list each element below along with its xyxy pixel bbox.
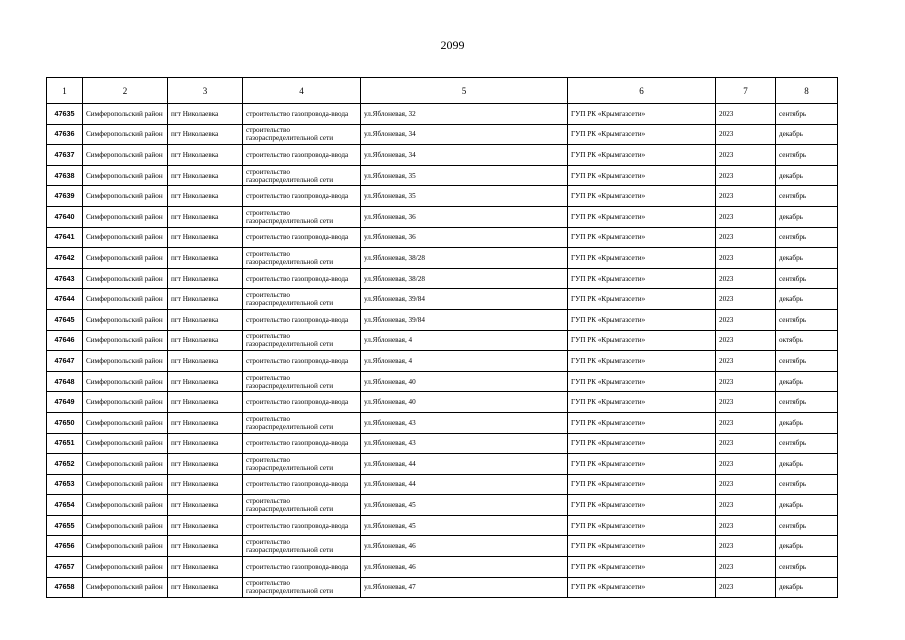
settlement-cell: пгт Николаевка	[168, 145, 243, 166]
table-row	[47, 186, 838, 207]
organization-cell: ГУП РК «Крымгазсети»	[568, 289, 716, 310]
organization-cell: ГУП РК «Крымгазсети»	[568, 515, 716, 536]
organization-cell: ГУП РК «Крымгазсети»	[568, 124, 716, 145]
settlement-cell: пгт Николаевка	[168, 124, 243, 145]
month-cell: сентябрь	[776, 145, 838, 166]
district-cell: Симферопольский район	[83, 186, 168, 207]
district-cell: Симферопольский район	[83, 206, 168, 227]
settlement-cell: пгт Николаевка	[168, 330, 243, 351]
row-number-cell: 47638	[47, 165, 83, 186]
settlement-cell: пгт Николаевка	[168, 557, 243, 578]
organization-cell: ГУП РК «Крымгазсети»	[568, 412, 716, 433]
year-cell: 2023	[716, 104, 776, 125]
column-header: 8	[776, 78, 838, 104]
row-number-cell: 47654	[47, 495, 83, 516]
address-cell: ул.Яблоневая, 43	[361, 412, 568, 433]
year-cell: 2023	[716, 412, 776, 433]
settlement-cell: пгт Николаевка	[168, 577, 243, 598]
work-type-cell: строительство газораспределительной сети	[243, 536, 361, 557]
table-row	[47, 474, 838, 495]
work-type-cell: строительство газораспределительной сети	[243, 248, 361, 269]
address-cell: ул.Яблоневая, 36	[361, 227, 568, 248]
address-cell: ул.Яблоневая, 45	[361, 515, 568, 536]
work-type-cell: строительство газопровода-ввода	[243, 227, 361, 248]
row-number-cell: 47650	[47, 412, 83, 433]
month-cell: сентябрь	[776, 392, 838, 413]
row-number-cell: 47636	[47, 124, 83, 145]
district-cell: Симферопольский район	[83, 309, 168, 330]
year-cell: 2023	[716, 186, 776, 207]
organization-cell: ГУП РК «Крымгазсети»	[568, 309, 716, 330]
row-number-cell: 47642	[47, 248, 83, 269]
table-row	[47, 268, 838, 289]
year-cell: 2023	[716, 145, 776, 166]
settlement-cell: пгт Николаевка	[168, 104, 243, 125]
district-cell: Симферопольский район	[83, 454, 168, 475]
address-cell: ул.Яблоневая, 34	[361, 145, 568, 166]
row-number-cell: 47637	[47, 145, 83, 166]
year-cell: 2023	[716, 289, 776, 310]
address-cell: ул.Яблоневая, 43	[361, 433, 568, 454]
registry-table	[46, 77, 838, 598]
row-number-cell: 47648	[47, 371, 83, 392]
organization-cell: ГУП РК «Крымгазсети»	[568, 165, 716, 186]
organization-cell: ГУП РК «Крымгазсети»	[568, 495, 716, 516]
address-cell: ул.Яблоневая, 35	[361, 165, 568, 186]
organization-cell: ГУП РК «Крымгазсети»	[568, 557, 716, 578]
month-cell: декабрь	[776, 165, 838, 186]
district-cell: Симферопольский район	[83, 371, 168, 392]
table-row	[47, 433, 838, 454]
address-cell: ул.Яблоневая, 44	[361, 474, 568, 495]
work-type-cell: строительство газопровода-ввода	[243, 433, 361, 454]
table-row	[47, 495, 838, 516]
row-number-cell: 47653	[47, 474, 83, 495]
work-type-cell: строительство газораспределительной сети	[243, 206, 361, 227]
year-cell: 2023	[716, 165, 776, 186]
address-cell: ул.Яблоневая, 40	[361, 392, 568, 413]
work-type-cell: строительство газораспределительной сети	[243, 124, 361, 145]
table-row	[47, 577, 838, 598]
year-cell: 2023	[716, 577, 776, 598]
row-number-cell: 47635	[47, 104, 83, 125]
table-row	[47, 392, 838, 413]
address-cell: ул.Яблоневая, 47	[361, 577, 568, 598]
organization-cell: ГУП РК «Крымгазсети»	[568, 186, 716, 207]
column-header: 7	[716, 78, 776, 104]
address-cell: ул.Яблоневая, 45	[361, 495, 568, 516]
month-cell: декабрь	[776, 289, 838, 310]
row-number-cell: 47647	[47, 351, 83, 372]
month-cell: сентябрь	[776, 351, 838, 372]
address-cell: ул.Яблоневая, 39/84	[361, 309, 568, 330]
year-cell: 2023	[716, 268, 776, 289]
address-cell: ул.Яблоневая, 38/28	[361, 268, 568, 289]
table-row	[47, 536, 838, 557]
row-number-cell: 47644	[47, 289, 83, 310]
table-row	[47, 412, 838, 433]
year-cell: 2023	[716, 454, 776, 475]
organization-cell: ГУП РК «Крымгазсети»	[568, 433, 716, 454]
district-cell: Симферопольский район	[83, 248, 168, 269]
month-cell: сентябрь	[776, 433, 838, 454]
settlement-cell: пгт Николаевка	[168, 165, 243, 186]
month-cell: декабрь	[776, 412, 838, 433]
organization-cell: ГУП РК «Крымгазсети»	[568, 392, 716, 413]
district-cell: Симферопольский район	[83, 104, 168, 125]
year-cell: 2023	[716, 371, 776, 392]
work-type-cell: строительство газопровода-ввода	[243, 309, 361, 330]
year-cell: 2023	[716, 495, 776, 516]
work-type-cell: строительство газораспределительной сети	[243, 577, 361, 598]
district-cell: Симферопольский район	[83, 557, 168, 578]
table-row	[47, 330, 838, 351]
district-cell: Симферопольский район	[83, 536, 168, 557]
settlement-cell: пгт Николаевка	[168, 248, 243, 269]
address-cell: ул.Яблоневая, 44	[361, 454, 568, 475]
month-cell: декабрь	[776, 495, 838, 516]
district-cell: Симферопольский район	[83, 330, 168, 351]
work-type-cell: строительство газопровода-ввода	[243, 104, 361, 125]
organization-cell: ГУП РК «Крымгазсети»	[568, 371, 716, 392]
district-cell: Симферопольский район	[83, 351, 168, 372]
address-cell: ул.Яблоневая, 46	[361, 557, 568, 578]
year-cell: 2023	[716, 248, 776, 269]
column-header: 2	[83, 78, 168, 104]
settlement-cell: пгт Николаевка	[168, 289, 243, 310]
year-cell: 2023	[716, 351, 776, 372]
table-row	[47, 515, 838, 536]
work-type-cell: строительство газопровода-ввода	[243, 186, 361, 207]
settlement-cell: пгт Николаевка	[168, 371, 243, 392]
table-row	[47, 104, 838, 125]
work-type-cell: строительство газораспределительной сети	[243, 289, 361, 310]
work-type-cell: строительство газопровода-ввода	[243, 515, 361, 536]
table-row	[47, 124, 838, 145]
address-cell: ул.Яблоневая, 36	[361, 206, 568, 227]
table-row	[47, 371, 838, 392]
row-number-cell: 47649	[47, 392, 83, 413]
organization-cell: ГУП РК «Крымгазсети»	[568, 104, 716, 125]
table-row	[47, 206, 838, 227]
month-cell: октябрь	[776, 330, 838, 351]
month-cell: сентябрь	[776, 227, 838, 248]
settlement-cell: пгт Николаевка	[168, 536, 243, 557]
address-cell: ул.Яблоневая, 4	[361, 330, 568, 351]
row-number-cell: 47656	[47, 536, 83, 557]
month-cell: декабрь	[776, 248, 838, 269]
row-number-cell: 47639	[47, 186, 83, 207]
month-cell: декабрь	[776, 371, 838, 392]
column-header: 1	[47, 78, 83, 104]
table-row	[47, 289, 838, 310]
column-header: 3	[168, 78, 243, 104]
year-cell: 2023	[716, 536, 776, 557]
organization-cell: ГУП РК «Крымгазсети»	[568, 268, 716, 289]
district-cell: Симферопольский район	[83, 124, 168, 145]
work-type-cell: строительство газораспределительной сети	[243, 165, 361, 186]
table-header-row	[47, 78, 838, 104]
month-cell: сентябрь	[776, 309, 838, 330]
district-cell: Симферопольский район	[83, 289, 168, 310]
year-cell: 2023	[716, 557, 776, 578]
month-cell: сентябрь	[776, 557, 838, 578]
address-cell: ул.Яблоневая, 35	[361, 186, 568, 207]
page-number: 2099	[440, 38, 465, 52]
organization-cell: ГУП РК «Крымгазсети»	[568, 351, 716, 372]
column-header: 4	[243, 78, 361, 104]
row-number-cell: 47651	[47, 433, 83, 454]
month-cell: декабрь	[776, 536, 838, 557]
row-number-cell: 47646	[47, 330, 83, 351]
row-number-cell: 47657	[47, 557, 83, 578]
column-header: 5	[361, 78, 568, 104]
month-cell: декабрь	[776, 206, 838, 227]
row-number-cell: 47643	[47, 268, 83, 289]
year-cell: 2023	[716, 124, 776, 145]
work-type-cell: строительство газопровода-ввода	[243, 392, 361, 413]
settlement-cell: пгт Николаевка	[168, 433, 243, 454]
district-cell: Симферопольский район	[83, 474, 168, 495]
work-type-cell: строительство газораспределительной сети	[243, 371, 361, 392]
table-row	[47, 309, 838, 330]
column-header: 6	[568, 78, 716, 104]
district-cell: Симферопольский район	[83, 392, 168, 413]
month-cell: сентябрь	[776, 515, 838, 536]
month-cell: декабрь	[776, 124, 838, 145]
district-cell: Симферопольский район	[83, 577, 168, 598]
district-cell: Симферопольский район	[83, 145, 168, 166]
address-cell: ул.Яблоневая, 39/84	[361, 289, 568, 310]
settlement-cell: пгт Николаевка	[168, 515, 243, 536]
year-cell: 2023	[716, 392, 776, 413]
settlement-cell: пгт Николаевка	[168, 309, 243, 330]
district-cell: Симферопольский район	[83, 515, 168, 536]
table-row	[47, 145, 838, 166]
year-cell: 2023	[716, 433, 776, 454]
year-cell: 2023	[716, 515, 776, 536]
row-number-cell: 47640	[47, 206, 83, 227]
district-cell: Симферопольский район	[83, 268, 168, 289]
organization-cell: ГУП РК «Крымгазсети»	[568, 474, 716, 495]
row-number-cell: 47655	[47, 515, 83, 536]
work-type-cell: строительство газопровода-ввода	[243, 145, 361, 166]
district-cell: Симферопольский район	[83, 412, 168, 433]
work-type-cell: строительство газораспределительной сети	[243, 495, 361, 516]
settlement-cell: пгт Николаевка	[168, 206, 243, 227]
month-cell: сентябрь	[776, 268, 838, 289]
settlement-cell: пгт Николаевка	[168, 412, 243, 433]
year-cell: 2023	[716, 330, 776, 351]
settlement-cell: пгт Николаевка	[168, 474, 243, 495]
settlement-cell: пгт Николаевка	[168, 495, 243, 516]
year-cell: 2023	[716, 206, 776, 227]
year-cell: 2023	[716, 309, 776, 330]
month-cell: сентябрь	[776, 474, 838, 495]
organization-cell: ГУП РК «Крымгазсети»	[568, 577, 716, 598]
month-cell: декабрь	[776, 454, 838, 475]
organization-cell: ГУП РК «Крымгазсети»	[568, 330, 716, 351]
table-row	[47, 248, 838, 269]
settlement-cell: пгт Николаевка	[168, 268, 243, 289]
settlement-cell: пгт Николаевка	[168, 227, 243, 248]
organization-cell: ГУП РК «Крымгазсети»	[568, 454, 716, 475]
work-type-cell: строительство газопровода-ввода	[243, 557, 361, 578]
table-row	[47, 227, 838, 248]
address-cell: ул.Яблоневая, 4	[361, 351, 568, 372]
address-cell: ул.Яблоневая, 32	[361, 104, 568, 125]
year-cell: 2023	[716, 227, 776, 248]
organization-cell: ГУП РК «Крымгазсети»	[568, 227, 716, 248]
work-type-cell: строительство газопровода-ввода	[243, 351, 361, 372]
work-type-cell: строительство газопровода-ввода	[243, 474, 361, 495]
organization-cell: ГУП РК «Крымгазсети»	[568, 145, 716, 166]
month-cell: сентябрь	[776, 186, 838, 207]
row-number-cell: 47658	[47, 577, 83, 598]
settlement-cell: пгт Николаевка	[168, 351, 243, 372]
month-cell: сентябрь	[776, 104, 838, 125]
row-number-cell: 47641	[47, 227, 83, 248]
district-cell: Симферопольский район	[83, 227, 168, 248]
settlement-cell: пгт Николаевка	[168, 392, 243, 413]
address-cell: ул.Яблоневая, 40	[361, 371, 568, 392]
work-type-cell: строительство газопровода-ввода	[243, 268, 361, 289]
address-cell: ул.Яблоневая, 46	[361, 536, 568, 557]
table-row	[47, 557, 838, 578]
year-cell: 2023	[716, 474, 776, 495]
district-cell: Симферопольский район	[83, 165, 168, 186]
district-cell: Симферопольский район	[83, 433, 168, 454]
table-row	[47, 454, 838, 475]
work-type-cell: строительство газораспределительной сети	[243, 454, 361, 475]
address-cell: ул.Яблоневая, 34	[361, 124, 568, 145]
row-number-cell: 47645	[47, 309, 83, 330]
table-row	[47, 351, 838, 372]
district-cell: Симферопольский район	[83, 495, 168, 516]
work-type-cell: строительство газораспределительной сети	[243, 412, 361, 433]
table-row	[47, 165, 838, 186]
address-cell: ул.Яблоневая, 38/28	[361, 248, 568, 269]
organization-cell: ГУП РК «Крымгазсети»	[568, 536, 716, 557]
settlement-cell: пгт Николаевка	[168, 186, 243, 207]
work-type-cell: строительство газораспределительной сети	[243, 330, 361, 351]
row-number-cell: 47652	[47, 454, 83, 475]
table-body	[47, 104, 838, 598]
settlement-cell: пгт Николаевка	[168, 454, 243, 475]
organization-cell: ГУП РК «Крымгазсети»	[568, 206, 716, 227]
organization-cell: ГУП РК «Крымгазсети»	[568, 248, 716, 269]
month-cell: декабрь	[776, 577, 838, 598]
